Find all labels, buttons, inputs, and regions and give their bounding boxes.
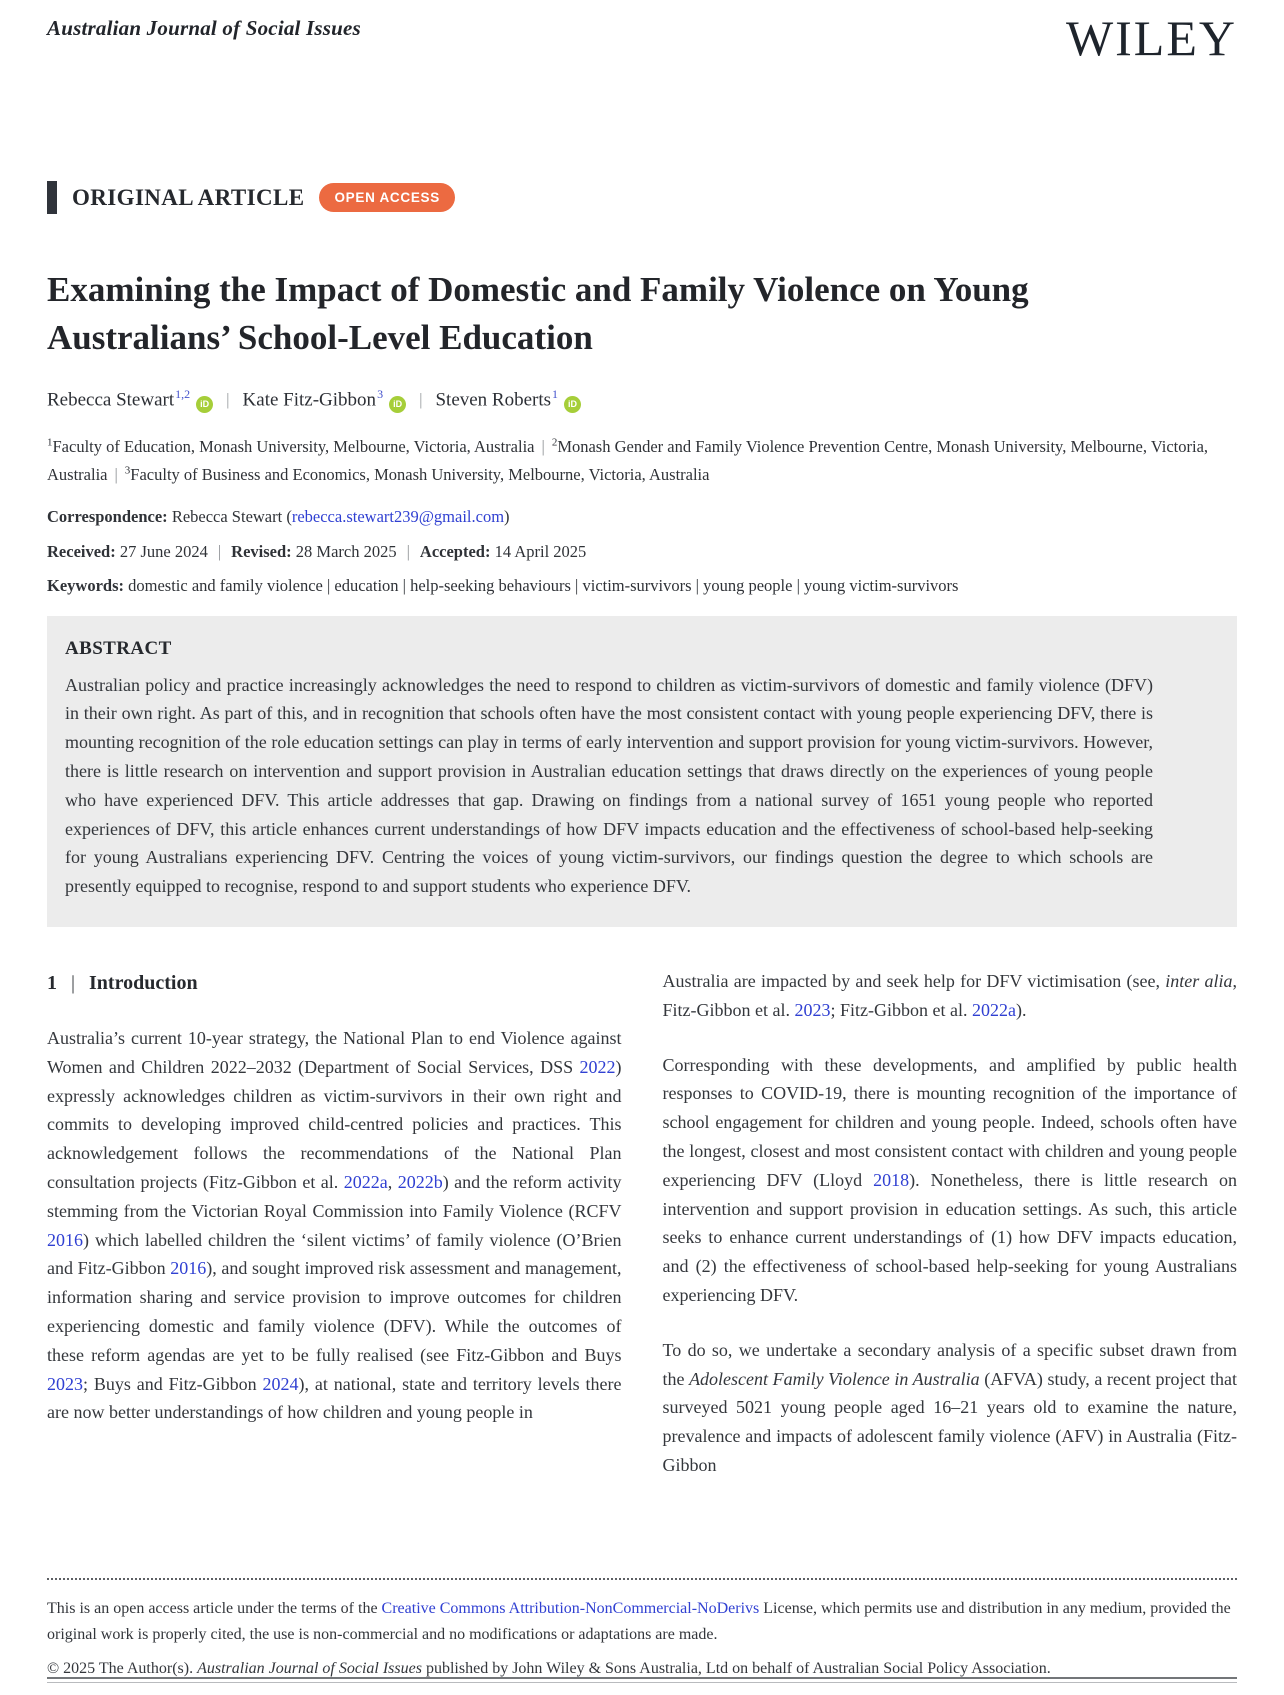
abstract-box	[47, 616, 1237, 927]
keywords-label: Keywords:	[47, 575, 124, 595]
orcid-icon[interactable]: iD	[389, 396, 406, 413]
affiliation-ref: 1	[552, 386, 559, 401]
date-label: Received:	[47, 541, 120, 561]
keywords-line	[47, 576, 1237, 596]
text-link[interactable]: Creative Commons Attribution-NonCommercial-NoDerivs	[381, 1600, 760, 1617]
keywords-values: domestic and family violence | education | help-seeking behaviours | victim-survivors | young people | young victim-survivors	[128, 575, 959, 595]
journal-name: Australian Journal of Social Issues	[47, 16, 361, 40]
affiliations: $^1$Faculty of Education, Monash University, Melbourne, Victoria, Australia | $^2$Monash Gender and Family Violence Prevention Centre, Monash University, Melbourne, Victoria, Australia | $^3$Faculty of Business and Economics, Monash University, Melbourne, Victoria, Australia	[47, 436, 1209, 485]
date-value: 27 June 2024	[119, 541, 208, 561]
text-link[interactable]: 2022b	[397, 1172, 443, 1193]
abstract-heading: ABSTRACT	[65, 637, 172, 659]
masthead	[47, 10, 1237, 66]
text-link[interactable]: 2022	[579, 1056, 616, 1077]
publisher-logo: WILEY	[1065, 10, 1237, 66]
text-link[interactable]: 2023	[794, 999, 831, 1020]
copyright-statement: © 2025 The Author(s). Australian Journal of Social Issues published by John Wiley & Sons Australia, Ltd on behalf of Australian Social Policy Association.	[47, 1660, 1051, 1678]
article-title: Examining the Impact of Domestic and Family Violence on Young Australians’ School-Level Education	[47, 270, 1029, 358]
date-label: Revised:	[231, 541, 296, 561]
section-heading-introduction: 1 | Introduction	[47, 972, 198, 995]
type-accent-bar	[47, 181, 57, 214]
right-column	[663, 967, 1238, 1506]
heading-pipe: |	[71, 972, 76, 995]
text-link[interactable]: 2022a	[343, 1172, 388, 1193]
correspondence-line: Correspondence: Rebecca Stewart (rebecca.stewart239@gmail.com)	[47, 506, 510, 526]
text-link[interactable]: 2024	[262, 1373, 299, 1394]
affiliation-ref: 3	[377, 386, 384, 401]
license-statement: This is an open access article under the terms of the Creative Commons Attribution-NonCommercial-NoDerivs License, which permits use and distribution in any medium, provided the original work is properly cited, the use is non-commercial and no modifications or adaptations are made.	[47, 1600, 1231, 1643]
author-separator: |	[226, 389, 230, 409]
left-column	[47, 967, 622, 1506]
article-type-row	[47, 181, 1237, 214]
date-separator: |	[217, 541, 222, 561]
paragraph: Australia’s current 10-year strategy, the National Plan to end Violence against Women and Children 2022–2032 (Department of Social Services, DSS 2022) expressly acknowledges children as victim-survivors in their own right and commits to developing improved child-centred policies and practices. This acknowledgement follows the recommendations of the National Plan consultation projects (Fitz-Gibbon et al. 2022a, 2022b) and the reform activity stemming from the Victorian Royal Commission into Family Violence (RCFV 2016) which labelled children the ‘silent victims’ of family violence (O’Brien and Fitz-Gibbon 2016), and sought improved risk assessment and management, information sharing and service provision to improve outcomes for children experiencing domestic and family violence (DFV). While the outcomes of these reform agendas are yet to be fully realised (see Fitz-Gibbon and Buys 2023; Buys and Fitz-Gibbon 2024), at national, state and territory levels there are now better understandings of how children and young people in	[47, 1028, 622, 1423]
orcid-icon[interactable]: iD	[196, 396, 213, 413]
text-link[interactable]: 2016	[47, 1229, 83, 1250]
text-link[interactable]: 2022a	[971, 999, 1016, 1020]
author-name: Steven Roberts	[435, 388, 552, 410]
article-type-label: ORIGINAL ARTICLE	[72, 184, 305, 210]
author-list	[47, 387, 1237, 413]
date-label: Accepted:	[419, 541, 495, 561]
paragraph: Corresponding with these developments, and amplified by public health responses to COVID-19, there is mounting recognition of the importance of school engagement for children and young people. Indeed, schools often have the longest, closest and most consistent contact with children and young people experiencing DFV (Lloyd 2018). Nonetheless, there is little research on intervention and support provision in education settings. As such, this article seeks to enhance current understandings of (1) how DFV impacts education, and (2) the effectiveness of school-based help-seeking for young Australians experiencing DFV.	[662, 1054, 1237, 1306]
text-link[interactable]: 2018	[873, 1169, 910, 1190]
orcid-icon[interactable]: iD	[564, 396, 581, 413]
open-access-badge: OPEN ACCESS	[319, 183, 454, 212]
date-value: 14 April 2025	[494, 541, 587, 561]
date-value: 28 March 2025	[295, 541, 397, 561]
paragraph: Australia are impacted by and seek help for DFV victimisation (see, inter alia, Fitz-Gibbon et al. 2023; Fitz-Gibbon et al. 2022a).	[662, 971, 1237, 1020]
abstract-text: Australian policy and practice increasingly acknowledges the need to respond to children as victim-survivors of domestic and family violence (DFV) in their own right. As part of this, and in recognition that schools often have the most consistent contact with young people experiencing DFV, there is mounting recognition of the role education settings can play in terms of early intervention and support provision for young victim-survivors. However, there is little research on intervention and support provision in Australian education settings that draws directly on the experiences of young people who have experienced DFV. This article addresses that gap. Drawing on findings from a national survey of 1651 young people who reported experiences of DFV, this article enhances current understandings of how DFV impacts education and the effectiveness of school-based help-seeking for young Australians experiencing DFV. Centring the voices of young victim-survivors, our findings question the degree to which schools are presently equipped to recognise, respond to and support students who experience DFV.	[65, 674, 1153, 897]
dates-line	[47, 542, 1237, 562]
text-link[interactable]: 2023	[47, 1373, 83, 1394]
text-link[interactable]: 2016	[170, 1258, 207, 1279]
author-name: Kate Fitz-Gibbon	[242, 388, 377, 410]
body-columns	[47, 967, 1237, 1506]
date-separator: |	[406, 541, 410, 561]
paragraph: To do so, we undertake a secondary analysis of a specific subset drawn from the Adolescent Family Violence in Australia (AFVA) study, a recent project that surveyed 5021 young people aged 16–21 years old to examine the nature, prevalence and impacts of adolescent family violence (AFV) in Australia (Fitz-Gibbon	[662, 1339, 1237, 1475]
affiliation-ref: 1,2	[175, 386, 191, 401]
footer-dotted-separator	[47, 1578, 1237, 1580]
author-separator: |	[419, 389, 423, 409]
footer-rule	[47, 1677, 1237, 1683]
author-name: Rebecca Stewart	[47, 388, 175, 410]
text-link[interactable]: rebecca.stewart239@gmail.com	[291, 506, 505, 526]
